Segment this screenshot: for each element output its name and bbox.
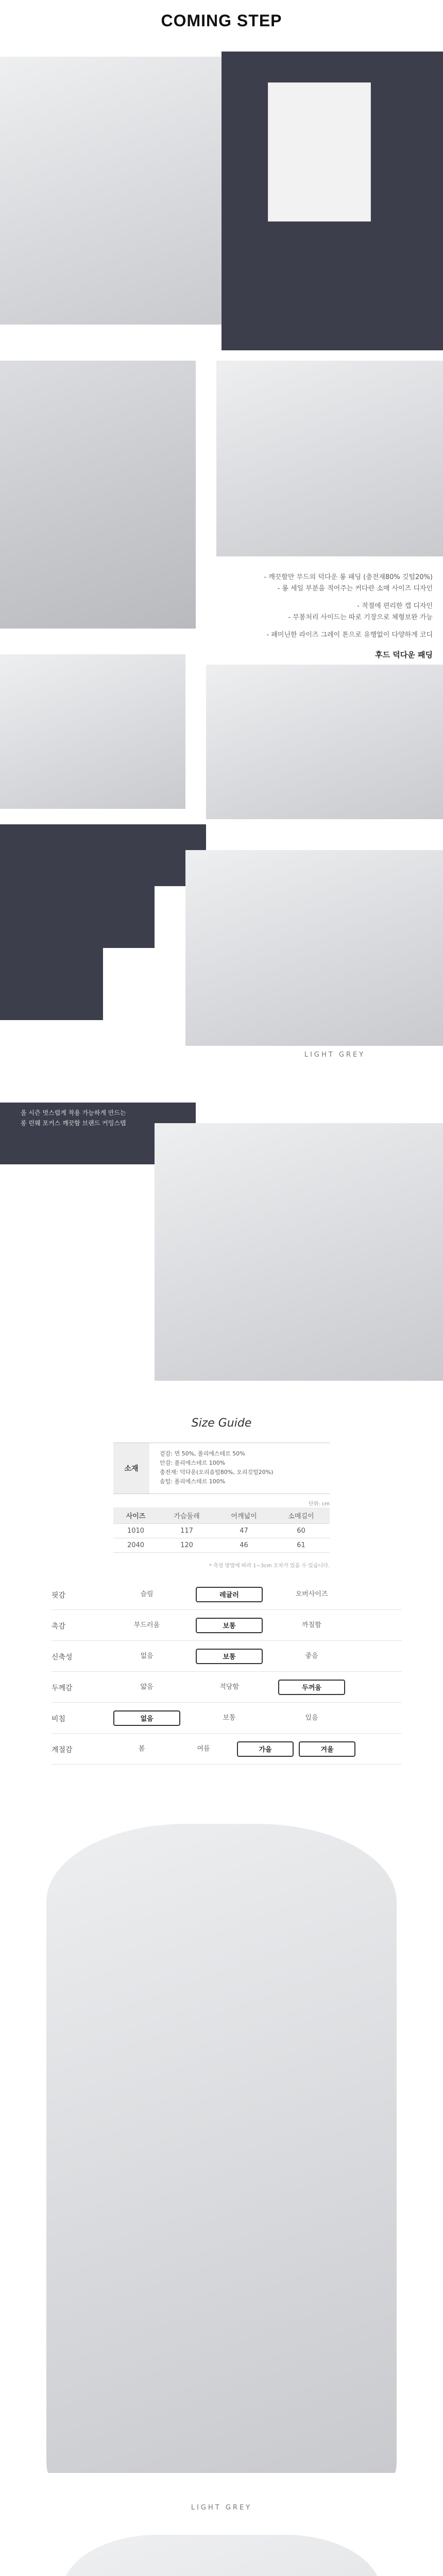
- attribute-option: 부드러움: [133, 1621, 160, 1629]
- attribute-option: 오버사이즈: [295, 1590, 328, 1598]
- attribute-row-thickness: [52, 1680, 402, 1705]
- material-line: 안감: 폴리에스테르 100%: [160, 1460, 226, 1466]
- stair-panel-1: [0, 824, 206, 886]
- bullet-3: - 적절에 편리한 캡 디자인: [357, 602, 433, 610]
- material-line: 솜털: 폴리에스테르 100%: [160, 1478, 226, 1485]
- material-label: 소재: [113, 1443, 149, 1494]
- color-caption: LIGHT GREY: [304, 1051, 366, 1059]
- attribute-row-fit: [52, 1587, 402, 1613]
- attribute-option: 좋음: [305, 1652, 318, 1660]
- hero-coat-photo: [0, 57, 222, 325]
- attribute-option: 봄: [138, 1745, 145, 1753]
- row-divider: [52, 1702, 402, 1703]
- attribute-option-selected: 두꺼움: [278, 1680, 345, 1695]
- size-guide-title: Size Guide: [191, 1417, 252, 1430]
- size-table-grid: [113, 1507, 330, 1553]
- attribute-option-selected: 겨울: [299, 1741, 355, 1757]
- table-row: [113, 1524, 330, 1538]
- table-cell: 46: [215, 1538, 272, 1553]
- attribute-row-texture: [52, 1618, 402, 1643]
- table-header-cell: 소매길이: [272, 1507, 330, 1524]
- attribute-option: 까칠함: [302, 1621, 321, 1629]
- attribute-label: 계절감: [52, 1746, 73, 1754]
- row-divider: [52, 1733, 402, 1734]
- attribute-row-season: [52, 1741, 402, 1767]
- attribute-option: 얇음: [140, 1683, 154, 1691]
- feature-label: 후드 덕다운 패딩: [375, 650, 433, 659]
- bullet-5: - 패미닌한 라이즈 그레이 톤으로 유행없이 다양하게 코디: [266, 631, 433, 639]
- table-cell: 61: [272, 1538, 330, 1553]
- table-cell: 117: [158, 1524, 215, 1538]
- attribute-option: 슬림: [140, 1590, 154, 1598]
- styling-line-2: 롱 런웨 포커스 깨끗함 브랜드 커밍스텝: [21, 1120, 126, 1127]
- feature-bullets: [222, 572, 433, 660]
- attribute-option: 적당함: [219, 1683, 239, 1691]
- detail-button-photo: [206, 665, 443, 819]
- table-cell: 1010: [113, 1524, 158, 1538]
- attribute-option: 있음: [305, 1714, 318, 1722]
- stair-panel-3: [0, 948, 103, 1020]
- brand-title-top: COMING STEP: [161, 11, 282, 30]
- back-hood-photo: [155, 1123, 443, 1381]
- material-line: 충전재: 덕다운(오리솜털80%, 오리깃털20%): [160, 1469, 274, 1476]
- attribute-option: 보통: [223, 1714, 236, 1722]
- bullet-spacer: [222, 623, 433, 630]
- material-line: 겉감: 면 50%, 폴리에스테르 50%: [160, 1450, 245, 1457]
- row-divider: [52, 1609, 402, 1610]
- size-note: * 측정 방법에 따라 1~3cm 오차가 있을 수 있습니다.: [209, 1563, 330, 1569]
- attribute-option-selected: 없음: [113, 1710, 180, 1726]
- table-cell: 2040: [113, 1538, 158, 1553]
- bullet-2: - 롱 세일 부분을 적어주는 커다란 소매 사이즈 디자인: [277, 585, 433, 592]
- material-block: [113, 1443, 330, 1494]
- row-divider: [52, 1764, 402, 1765]
- attribute-option: 여름: [197, 1745, 210, 1753]
- attribute-option-selected: 보통: [196, 1618, 263, 1633]
- detail-hood-close-photo: [185, 850, 443, 1046]
- attribute-option-selected: 보통: [196, 1649, 263, 1664]
- detail-cuff-photo: [0, 654, 185, 809]
- table-row: [113, 1538, 330, 1553]
- attribute-label: 핏감: [52, 1591, 66, 1600]
- color-caption-2: LIGHT GREY: [191, 2504, 252, 2512]
- hero-fabric-swatch: [268, 82, 371, 222]
- attribute-label: 두께감: [52, 1684, 73, 1692]
- table-cell: 120: [158, 1538, 215, 1553]
- bullet-4: - 무봉처리 사이드는 따로 기장으로 체형보완 가능: [288, 614, 433, 621]
- attribute-row-sheer: [52, 1710, 402, 1736]
- attribute-grid: [52, 1587, 402, 1772]
- attribute-label: 촉감: [52, 1622, 66, 1631]
- table-cell: 47: [215, 1524, 272, 1538]
- table-header-row: [113, 1507, 330, 1524]
- bullet-1: - 깨끗함만 무드의 덕다운 롱 패딩 (충전재80% 깃털20%): [264, 573, 433, 581]
- table-header-cell: 가슴둘레: [158, 1507, 215, 1524]
- detail-collar-photo: [216, 361, 443, 556]
- material-lines: [160, 1449, 273, 1486]
- table-header-cell: 어깨넓이: [215, 1507, 272, 1524]
- detail-hood-photo: [0, 361, 196, 629]
- attribute-option-selected: 가을: [237, 1741, 294, 1757]
- attribute-label: 신축성: [52, 1653, 73, 1662]
- row-divider: [52, 1640, 402, 1641]
- full-back-coat-photo: [62, 2535, 381, 2576]
- attribute-option: 없음: [140, 1652, 154, 1660]
- size-unit: 단위: cm: [308, 1501, 330, 1507]
- styling-line-1: 올 시즌 멋스럽게 착용 가능하게 만드는: [21, 1109, 126, 1116]
- row-divider: [52, 1671, 402, 1672]
- size-table: [113, 1507, 330, 1553]
- table-cell: 60: [272, 1524, 330, 1538]
- bullet-spacer: [222, 595, 433, 601]
- full-front-coat-photo: [46, 1824, 397, 2473]
- table-header-cell: 사이즈: [113, 1507, 158, 1524]
- attribute-label: 비침: [52, 1715, 66, 1723]
- attribute-row-stretch: [52, 1649, 402, 1674]
- stair-panel-2: [0, 886, 155, 948]
- attribute-option-selected: 레귤러: [196, 1587, 263, 1602]
